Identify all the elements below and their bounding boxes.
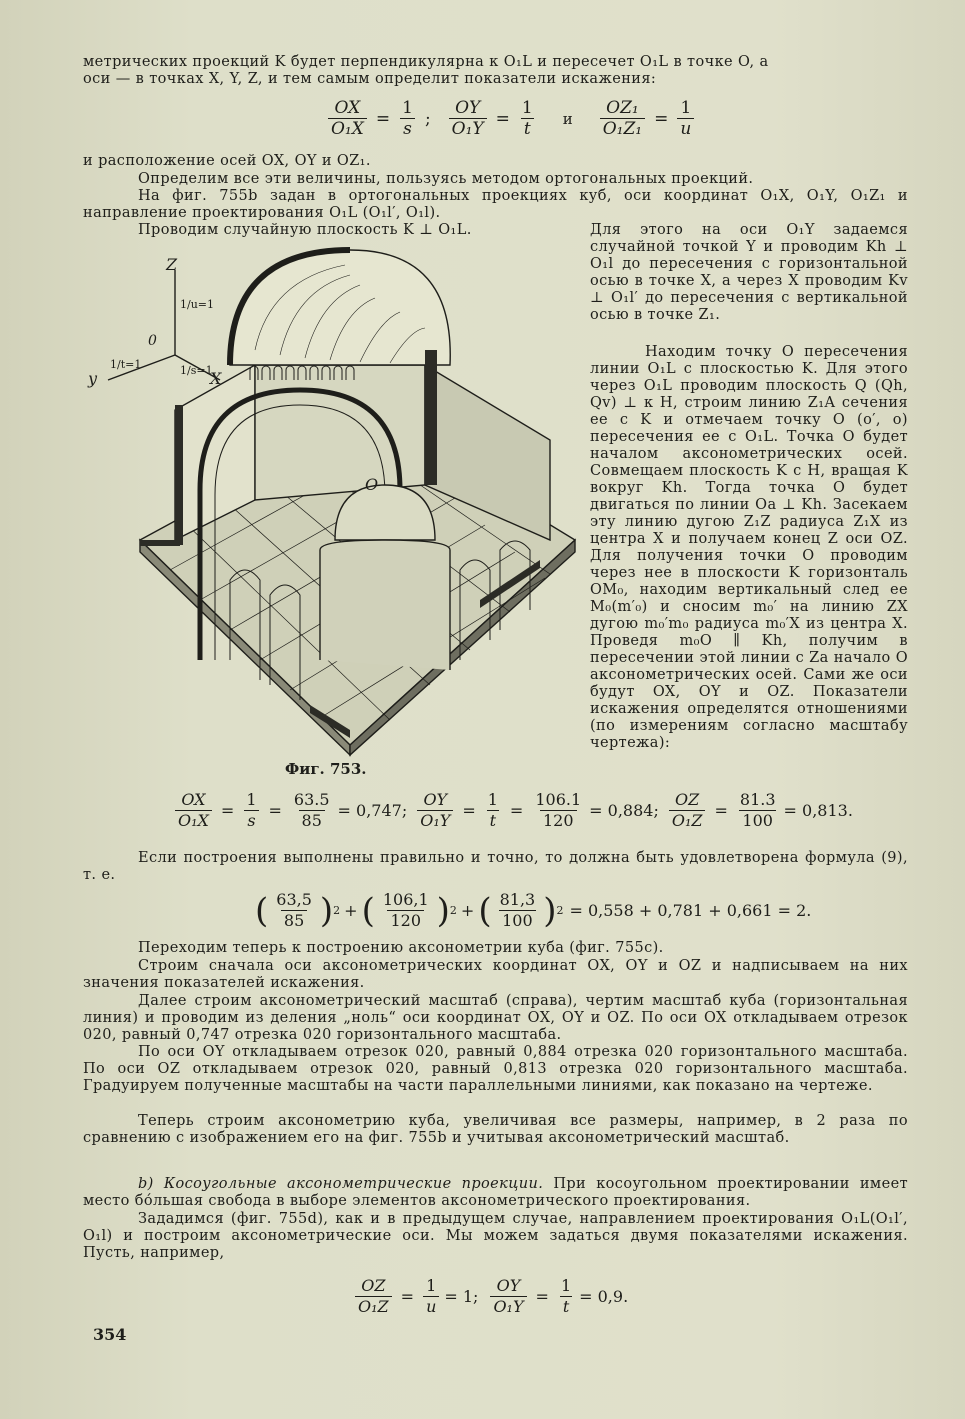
fraction: $\frac{1}{s}$ [243,790,259,831]
fraction: $\frac{1}{u}$ [677,98,694,139]
paragraph: На фиг. 755b задан в ортогональных проекциях куб, оси координат O₁X, O₁Y, O₁Z₁ и направление проектирования O₁L (O₁l′, O₁l). [83,188,908,221]
distortion-ratios-formula: $\frac{OX}{\text{O₁X}}$ = $\frac{1}{s}$ ; $\frac{OY}{\text{O₁Y}}$ = $\frac{1}{t}$ и $\frac{\text{OZ₁}}{\text{O₁Z₁}}$ = $\frac{1}{u}$ [323,98,699,139]
computed-ratios-formula: $\frac{OX}{\text{O₁X}}$ = $\frac{1}{s}$ = $\frac{63.5}{85}$ = 0,747; $\frac{OY}{\text{O₁Y}}$ = $\frac{1}{t}$ = $\frac{106.1}{120}$ = 0,884; $\frac{OZ}{\text{O₁Z}}$ = $\frac{81.3}{100}$ = 0,813. [170,790,853,831]
paragraph: Проводим случайную плоскость K ⊥ O₁L. [138,222,472,238]
apse-wall [320,540,450,670]
paragraph: Если построения выполнены правильно и точно, то должна быть удовлетворена формула (9), т. е. [83,850,908,883]
fraction: $\frac{\text{OZ₁}}{\text{O₁Z₁}}$ [600,98,645,139]
axis-x-scale: 1/s=1 [180,364,213,377]
axis-z-label: Z [166,255,178,274]
right-column-paragraph: Находим точку O пересечения линии O₁L с плоскостью K. Для этого через O₁L проводим плоскость Q (Qh, Qv) ⊥ к H, строим линию Z₁A сечения ее с K и отмечаем точку O (o′, o) пересечения ее с O₁L. Точка O будет началом аксонометрических осей. Совмещаем плоскость K с H, вращая K вокруг Kh. Тогда точка O будет двигаться по линии Oa ⊥ Kh. Засекаем эту линию дугою Z₁Z радиуса Z₁X из центра X и получаем конец Z оси OZ. Для получения точки O проводим через нее в плоскости K горизонталь OM₀, находим вертикальный след ее M₀(m′₀) и сносим m₀′ на линию ZX дугою m₀′m₀ радиуса m₀′X из центра X. Проведя m₀O ∥ Kh, получим в пересечении этой линии с Za начало O аксонометрических осей. Сами же оси будут OX, OY и OZ. Показатели искажения определятся отношениями (по измерениям согласно масштабу чертежа): [590,344,908,751]
fraction: $\frac{OX}{\text{O₁X}}$ [175,790,212,831]
paragraph: Далее строим аксонометрический масштаб (справа), чертим масштаб куба (горизонтальная линия) и проводим из деления „ноль“ оси координат OX, OY и OZ. По оси OX откладываем отрезок 020, равный 0,747 отрезка 020 горизонтального масштаба. [83,993,908,1043]
section-paragraph: b) Косоугольные аксонометрические проекции. При косоугольном проектировании имеет место бо́льшая свобода в выборе элементов аксонометрического проектирования. [83,1176,908,1209]
fraction: $\frac{63,5}{85}$ [276,890,312,930]
text-line-2: оси — в точках X, Y, Z, и тем самым определит показатели искажения: [83,71,657,87]
fraction: $\frac{81.3}{100}$ [739,790,776,830]
conjunction: и [562,109,573,128]
axis-y-scale: 1/t=1 [110,358,142,371]
fraction: $\frac{63.5}{85}$ [293,790,330,830]
section-heading: b) Косоугольные аксонометрические проекции. [138,1176,544,1192]
axis-origin-label: 0 [148,333,157,349]
point-o-label: O [365,475,379,494]
axis-z-scale: 1/u=1 [180,298,215,311]
fraction: $\frac{106,1}{120}$ [382,890,429,930]
fraction: $\frac{1}{t}$ [487,790,498,830]
paragraph: Зададимся (фиг. 755d), как и в предыдущем случае, направлением проектирования O₁L(O₁l′, O₁l) и построим аксонометрические оси. Мы можем задаться двумя показателями искажения. Пусть, например, [83,1211,908,1261]
main-dome [230,250,450,365]
oblique-ratios-formula: $\frac{OZ}{\text{O₁Z}}$ = $\frac{1}{u}$ = 1; $\frac{OY}{\text{O₁Y}}$ = $\frac{1}{t}$ = 0,9. [350,1276,628,1317]
paragraph: Теперь строим аксонометрию куба, увеличивая все размеры, например, в 2 раза по сравнению с изображением его на фиг. 755b и учитывая аксонометрический масштаб. [83,1113,908,1146]
fraction: $\frac{81,3}{100}$ [499,890,536,930]
axis-x-label: X [210,369,222,388]
paragraph: По оси OY откладываем отрезок 020, равный 0,884 отрезка 020 горизонтального масштаба. По оси OZ откладываем отрезок 020, равный 0,813 отрезка 020 горизонтального масштаба. Градуируем полученные масштабы на части параллельными линиями, как показано на чертеже. [83,1044,908,1094]
text-line-1: метрических проекций K будет перпендикулярна к O₁L и пересечет O₁L в точке O, а [83,54,769,70]
fraction: $\frac{OZ}{\text{O₁Z}}$ [355,1276,392,1317]
right-column-paragraph: Для этого на оси O₁Y задаемся случайной точкой Y и проводим Kh ⊥ O₁l до пересечения с горизонтальной осью в точке X, а через X проводим Kv ⊥ O₁l′ до пересечения с вертикальной осью в точке Z₁. [590,222,908,323]
fraction: $\frac{OZ}{\text{O₁Z}}$ [669,790,706,831]
fraction: $\frac{OY}{\text{O₁Y}}$ [449,98,487,139]
axis-y-label: y [88,369,98,388]
fraction: $\frac{OY}{\text{O₁Y}}$ [490,1276,526,1317]
fraction: $\frac{106.1}{120}$ [535,790,582,830]
fraction: $\frac{1}{u}$ [423,1276,439,1317]
page-number: 354 [93,1325,127,1344]
fraction: $\frac{OX}{\text{O₁X}}$ [328,98,367,139]
figure-753-church-axonometric [80,240,585,760]
fraction: $\frac{1}{t}$ [521,98,533,139]
figure-caption: Фиг. 753. [285,760,367,778]
paragraph: Определим все эти величины, пользуясь методом ортогональных проекций. [138,171,754,187]
fraction: $\frac{1}{t}$ [560,1276,572,1316]
paragraph: и расположение осей OX, OY и OZ₁. [83,153,371,169]
fraction: $\frac{OY}{\text{O₁Y}}$ [417,790,453,831]
fraction: $\frac{1}{s}$ [402,98,413,139]
paragraph: Переходим теперь к построению аксонометрии куба (фиг. 755c). [138,940,664,956]
paragraph: Строим сначала оси аксонометрических координат OX, OY и OZ и надписываем на них значения показателей искажения. [83,958,908,991]
sum-of-squares-formula: ( $\frac{63,5}{85}$ ) 2 + ( $\frac{106,1}{120}$ ) 2 + ( $\frac{81,3}{100}$ ) 2 = 0,558 + 0,781 + 0,661 = 2. [255,890,812,931]
